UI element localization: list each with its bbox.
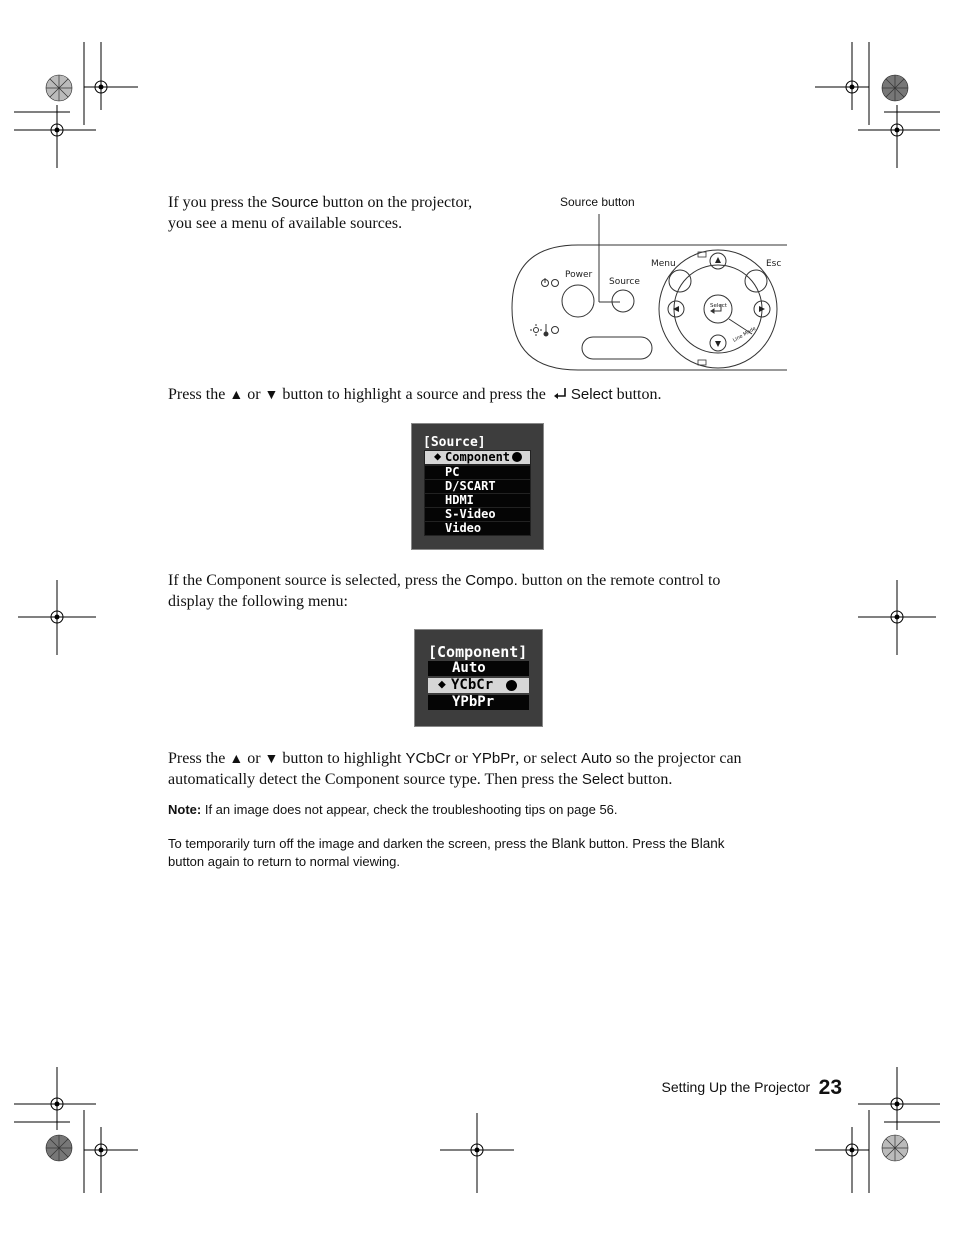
enter-badge-icon [512, 452, 522, 462]
note-text: If an image does not appear, check the troubleshooting tips on page 56. [201, 802, 618, 817]
source-menu-item-selected [424, 450, 531, 465]
p4-text-b: button to highlight [278, 750, 406, 767]
enter-badge-icon [506, 680, 517, 691]
power-label: Power [565, 270, 593, 280]
p4-or2: or [450, 750, 472, 767]
source-item-component: Component [445, 450, 511, 464]
line-mode-label: Line Mode [732, 325, 758, 344]
source-item-svideo: S-Video [445, 507, 496, 521]
source-menu-title: [Source] [423, 435, 486, 450]
p3-text-a: If the Component source is selected, press the [168, 572, 466, 589]
p2-text-a: Press the [168, 386, 230, 403]
auto-keyword: Auto [580, 750, 612, 767]
blank-tip [168, 835, 788, 871]
select-label: Select [710, 303, 727, 309]
p4-line2-a: automatically detect the Component source type. Then press the [168, 771, 582, 788]
instruction-select-type [168, 748, 788, 790]
tip-text-b: button. Press the [585, 836, 691, 851]
instruction-component [168, 570, 788, 612]
select-keyword: Select [581, 771, 624, 788]
p4-line2-b: button. [623, 771, 673, 788]
intro-line-2: you see a menu of available sources. [168, 215, 403, 232]
p4-text-c: , or select [515, 750, 581, 767]
component-menu-screenshot [414, 629, 543, 727]
component-menu-item [428, 695, 529, 710]
select-keyword: Select [570, 386, 613, 403]
p4-text-a: Press the [168, 750, 230, 767]
up-arrow-icon: ▲ [229, 386, 244, 402]
p2-or: or [243, 386, 265, 403]
compo-keyword: Compo. [465, 572, 518, 589]
up-arrow-icon: ▲ [229, 750, 244, 766]
menu-label: Menu [651, 259, 676, 269]
intro-text-cont: button on the projector, [318, 194, 473, 211]
down-arrow-icon: ▼ [264, 386, 279, 402]
source-item-hdmi: HDMI [445, 493, 474, 507]
component-item-ypbpr: YPbPr [452, 694, 495, 710]
source-menu-item [424, 521, 531, 536]
updown-icon: ◆ [434, 449, 442, 463]
source-menu-item [424, 465, 531, 480]
p4-or: or [243, 750, 265, 767]
tip-line-2: button again to return to normal viewing. [168, 854, 400, 869]
component-item-ycbcr: YCbCr [451, 677, 494, 693]
esc-label: Esc [766, 259, 782, 269]
instruction-highlight-source [168, 384, 788, 405]
source-item-pc: PC [445, 465, 460, 479]
intro-text: If you press the [168, 194, 272, 211]
footer-section-title: Setting Up the Projector [661, 1079, 811, 1095]
control-panel-illustration [508, 190, 793, 375]
enter-icon [553, 387, 569, 401]
p2-text-c: button. [612, 386, 662, 403]
component-menu-item-selected [428, 678, 529, 693]
p3-text-b: button on the remote control to [517, 572, 721, 589]
source-menu-screenshot [411, 423, 544, 550]
source-menu-item [424, 493, 531, 508]
blank-keyword: Blank [690, 836, 725, 851]
source-button-callout: Source button [560, 195, 635, 209]
source-keyword: Source [271, 194, 319, 211]
source-item-dscart: D/SCART [445, 479, 496, 493]
intro-paragraph [168, 192, 508, 234]
note [168, 801, 788, 819]
source-item-video: Video [445, 521, 482, 535]
control-panel-drawing [508, 190, 793, 375]
tip-text-a: To temporarily turn off the image and darken the screen, press the [168, 836, 552, 851]
component-menu-item [428, 661, 529, 676]
p2-text-b: button to highlight a source and press the [278, 386, 550, 403]
source-label: Source [609, 277, 640, 287]
component-menu-title: [Component] [428, 643, 528, 661]
note-label: Note: [168, 802, 202, 817]
ypbpr-keyword: YPbPr [471, 750, 516, 767]
page-number: 23 [818, 1076, 842, 1099]
updown-icon: ◆ [438, 677, 446, 692]
source-menu-item [424, 507, 531, 522]
p4-text-d: so the projector can [611, 750, 742, 767]
ycbcr-keyword: YCbCr [405, 750, 451, 767]
blank-keyword: Blank [551, 836, 586, 851]
p3-line-2: display the following menu: [168, 593, 348, 610]
component-item-auto: Auto [452, 660, 486, 676]
page-footer [600, 1076, 842, 1100]
down-arrow-icon: ▼ [264, 750, 279, 766]
source-menu-item [424, 479, 531, 494]
